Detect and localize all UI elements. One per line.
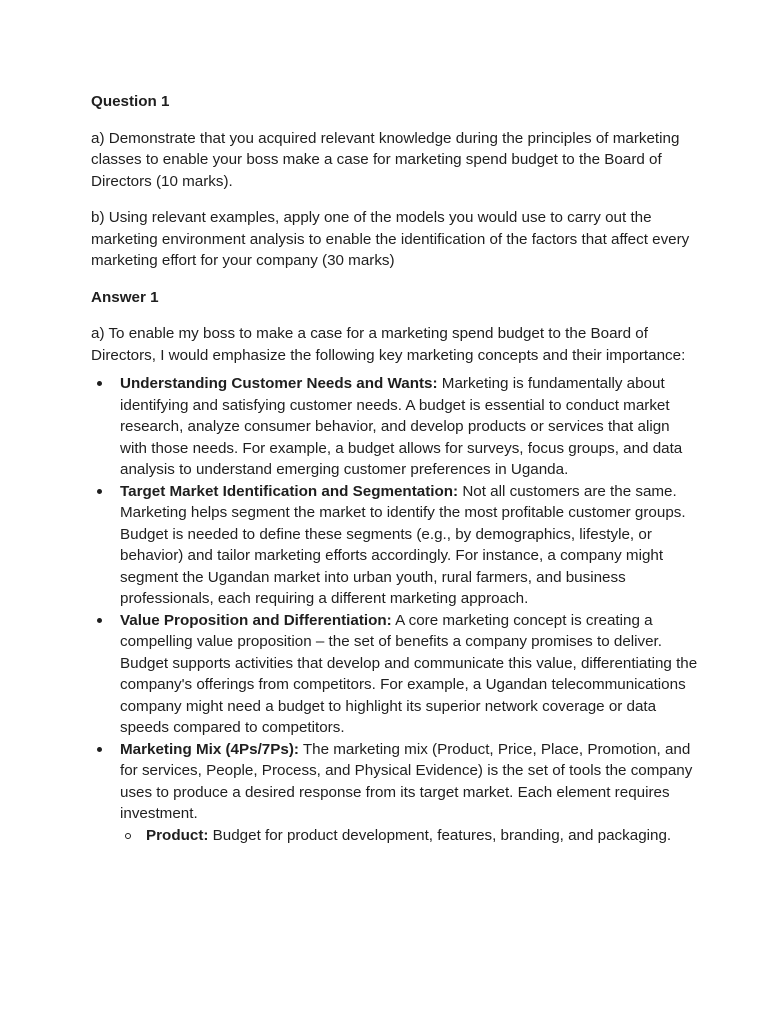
bullet-icon	[97, 489, 102, 494]
sub-list-item-product	[120, 825, 698, 847]
list-item-value-proposition	[91, 610, 698, 739]
hollow-bullet-icon	[125, 833, 131, 839]
sub-list-item-text: Budget for product development, features, branding, and packaging.	[208, 826, 672, 844]
list-item-segmentation	[91, 481, 698, 610]
list-item-term: Understanding Customer Needs and Wants:	[120, 375, 438, 392]
bullet-icon	[97, 381, 102, 386]
marketing-mix-sublist	[120, 825, 698, 847]
list-item-customer-needs	[91, 373, 698, 481]
question-part-b: b) Using relevant examples, apply one of the models you would use to carry out the marketing environment analysis to enable the identification of the factors that affect every marketing effort for your company (30 marks)	[91, 209, 690, 269]
sub-list-item-term: Product:	[146, 826, 209, 844]
list-item-text: Not all customers are the same. Marketing helps segment the market to identify the most profitable customer groups. Budget is needed to define these segments (e.g., by demographics, lifestyle, or behavior) and tailor marketing efforts accordingly. For instance, a company might segment the Ugandan market into urban youth, rural farmers, and business professionals, each requiring a different marketing approach.	[120, 482, 686, 607]
list-item-term: Target Market Identification and Segmentation:	[120, 482, 459, 500]
list-item-term: Value Proposition and Differentiation:	[120, 611, 392, 629]
question-heading: Question 1	[91, 93, 170, 110]
bullet-icon	[97, 618, 102, 623]
answer-heading: Answer 1	[91, 288, 159, 306]
list-item-text: A core marketing concept is creating a compelling value proposition – the set of benefits a company promises to deliver. Budget supports activities that develop and communicate this value, differentiating the company's offerings from competitors. For example, a Ugandan telecommunications company might need a budget to highlight its superior network coverage or data speeds compared to competitors.	[120, 611, 698, 736]
list-item-text: The marketing mix (Product, Price, Place, Promotion, and for services, People, Process, and Physical Evidence) is the set of tools the company uses to produce a desired response from its target market. Each element requires investment.	[120, 740, 693, 822]
bullet-icon	[97, 747, 102, 752]
list-item-text: Marketing is fundamentally about identifying and satisfying customer needs. A budget is essential to conduct market research, analyze consumer behavior, and develop products or services that align with those needs. For example, a budget allows for surveys, focus groups, and data analysis to understand emerging customer preferences in Uganda.	[120, 375, 683, 478]
concept-list	[91, 373, 698, 846]
list-item-term: Marketing Mix (4Ps/7Ps):	[120, 740, 299, 758]
answer-intro: a) To enable my boss to make a case for a marketing spend budget to the Board of Directors, I would emphasize the following key marketing concepts and their importance:	[91, 325, 686, 364]
list-item-marketing-mix	[91, 739, 698, 847]
question-part-a: a) Demonstrate that you acquired relevant knowledge during the principles of marketing classes to enable your boss make a case for marketing spend budget to the Board of Directors (10 marks).	[91, 129, 680, 190]
